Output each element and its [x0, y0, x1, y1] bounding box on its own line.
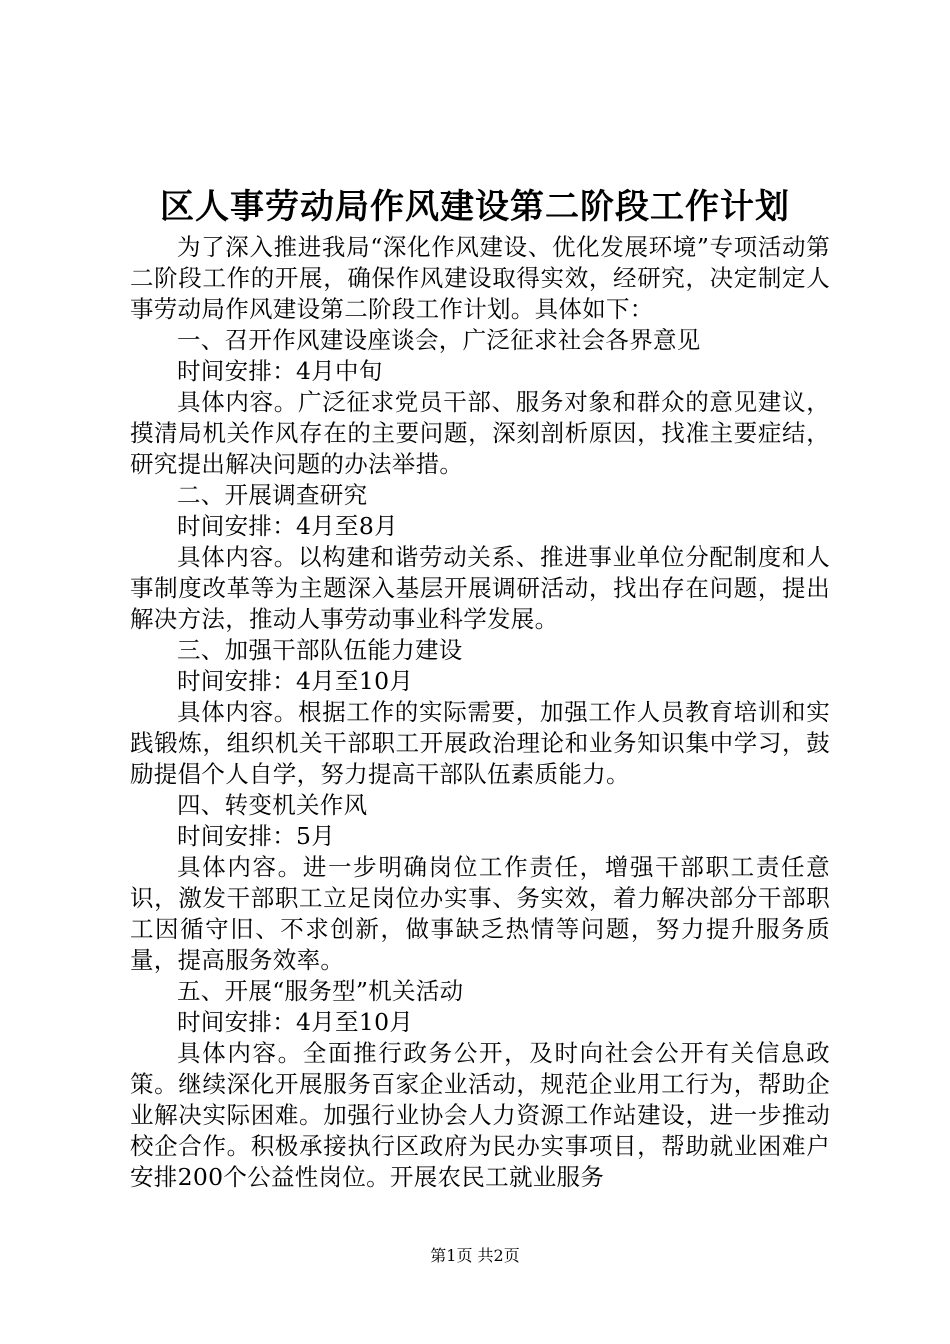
- section-2-schedule: 时间安排：4月至8月: [177, 512, 398, 540]
- intro-paragraph: 为了深入推进我局“深化作风建设、优化发展环境”专项活动第二阶段工作的开展，确保作风建设取得实效，经研究，决定制定人事劳动局作风建设第二阶段工作计划。具体如下：: [130, 233, 830, 323]
- section-5-heading: 五、开展“服务型”机关活动: [177, 977, 464, 1005]
- section-5-schedule: 时间安排：4月至10月: [177, 1008, 414, 1036]
- section-5-content: 具体内容。全面推行政务公开，及时向社会公开有关信息政策。继续深化开展服务百家企业活动，规范企业用工行为，帮助企业解决实际困难。加强行业协会人力资源工作站建设，进一步推动校企合作。积极承接执行区政府为民办实事项目，帮助就业困难户安排200个公益性岗位。开展农民工就业服务: [130, 1039, 830, 1191]
- page-footer: 第1页 共2页: [430, 1246, 520, 1265]
- document-title: 区人事劳动局作风建设第二阶段工作计划: [160, 187, 790, 227]
- section-3-heading: 三、加强干部队伍能力建设: [177, 636, 463, 664]
- section-1-heading: 一、召开作风建设座谈会，广泛征求社会各界意见: [177, 326, 701, 354]
- section-1-content: 具体内容。广泛征求党员干部、服务对象和群众的意见建议，摸清局机关作风存在的主要问题，深刻剖析原因，找准主要症结，研究提出解决问题的办法举措。: [130, 388, 830, 478]
- section-2-heading: 二、开展调查研究: [177, 481, 368, 509]
- section-4-content: 具体内容。进一步明确岗位工作责任，增强干部职工责任意识，激发干部职工立足岗位办实事、务实效，着力解决部分干部职工因循守旧、不求创新，做事缺乏热情等问题，努力提升服务质量，提高服务效率。: [130, 853, 830, 974]
- section-4-heading: 四、转变机关作风: [177, 791, 368, 819]
- section-1-schedule: 时间安排：4月中旬: [177, 357, 383, 385]
- section-2-content: 具体内容。以构建和谐劳动关系、推进事业单位分配制度和人事制度改革等为主题深入基层开展调研活动，找出存在问题，提出解决方法，推动人事劳动事业科学发展。: [130, 543, 830, 633]
- document-body: [130, 232, 830, 1193]
- section-4-schedule: 时间安排：5月: [177, 822, 336, 850]
- section-3-content: 具体内容。根据工作的实际需要，加强工作人员教育培训和实践锻炼，组织机关干部职工开展政治理论和业务知识集中学习，鼓励提倡个人自学，努力提高干部队伍素质能力。: [130, 698, 830, 788]
- section-3-schedule: 时间安排：4月至10月: [177, 667, 414, 695]
